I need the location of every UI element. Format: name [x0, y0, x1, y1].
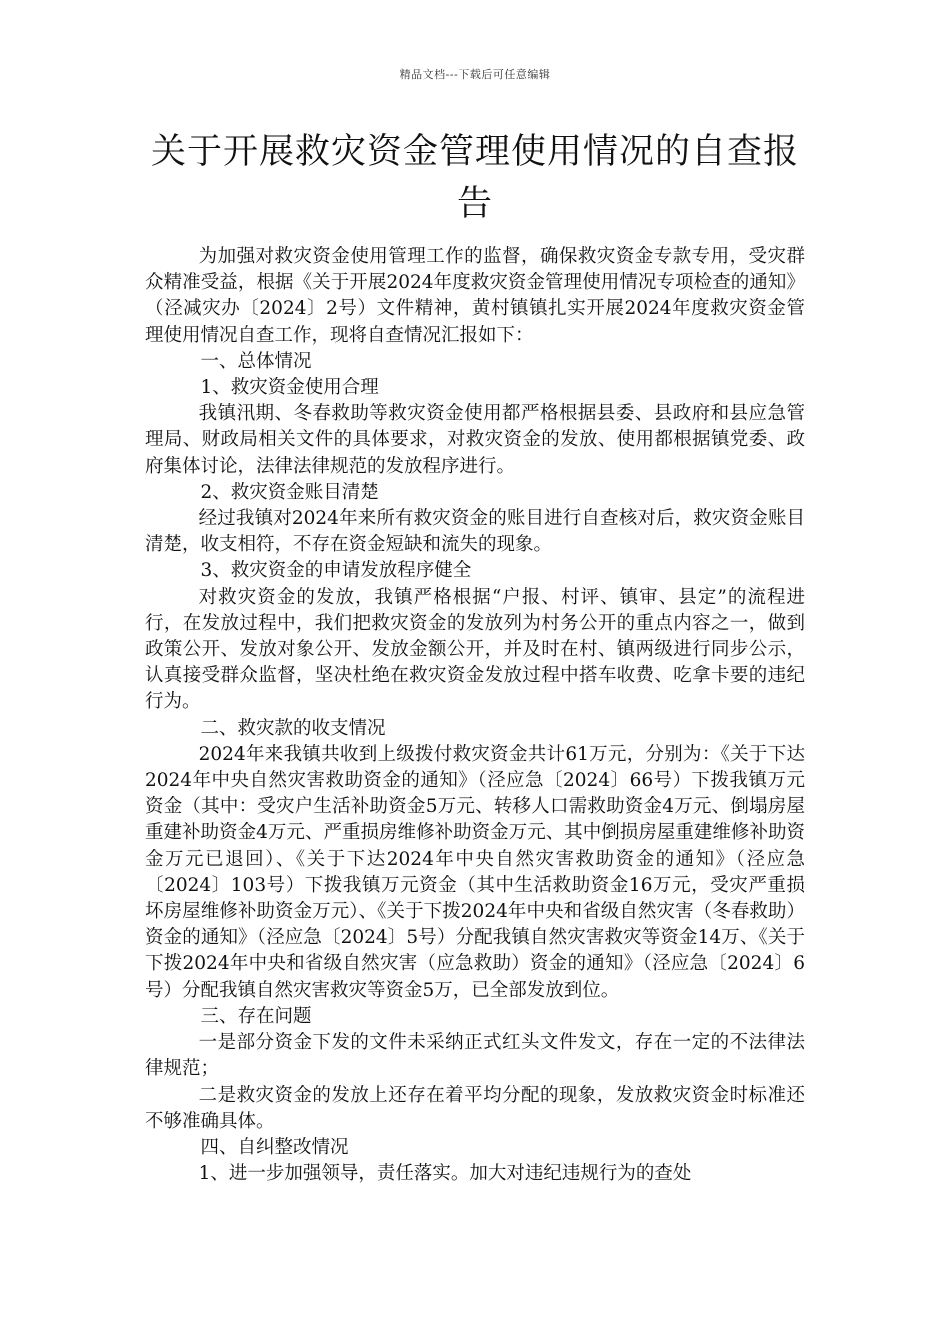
section-heading-income-expense: 二、救灾款的收支情况 — [200, 717, 386, 739]
paragraph-rectification-1: 1、进一步加强领导，责任落实。加大对违纪违规行为的查处 — [198, 1163, 692, 1185]
section-heading-overview: 一、总体情况 — [200, 350, 312, 372]
paragraph-procedure: 对救灾资金的发放，我镇严格根据“户报、村评、镇审、县定”的流程进行，在发放过程中，我们把救灾资金的发放列为村务公开的重点内容之一，做到政策公开、发放对象公开、发放金额公开，并及时在村、镇两级进行同步公示，认真接受群众监督，坚决杜绝在救灾资金发放过程中搭车收费、吃拿卡要的违纪行为。 — [145, 586, 805, 713]
document-title: 关于开展救灾资金管理使用情况的自查报告 — [150, 132, 799, 224]
paragraph-accounts: 经过我镇对2024年来所有救灾资金的账目进行自查核对后，救灾资金账目清楚，收支相符，不存在资金短缺和流失的现象。 — [145, 508, 805, 556]
section-heading-problems: 三、存在问题 — [200, 1005, 312, 1027]
subheading-procedure: 3、救灾资金的申请发放程序健全 — [200, 560, 472, 582]
paragraph-problem-1: 一是部分资金下发的文件未采纳正式红头文件发文，存在一定的不法律法律规范； — [145, 1032, 805, 1080]
section-heading-rectification: 四、自纠整改情况 — [200, 1136, 349, 1158]
subheading-fund-usage: 1、救灾资金使用合理 — [200, 377, 379, 399]
paragraph-intro: 为加强对救灾资金使用管理工作的监督，确保救灾资金专款专用，受灾群众精准受益，根据《关于开展2024年度救灾资金管理使用情况专项检查的通知》（泾减灾办〔2024〕2号）文件精神，黄村镇镇扎实开展2024年度救灾资金管理使用情况自查工作，现将自查情况汇报如下： — [145, 246, 805, 346]
paragraph-income-expense: 2024年来我镇共收到上级拨付救灾资金共计61万元，分别为：《关于下达2024年中央自然灾害救助资金的通知》（泾应急〔2024〕66号）下拨我镇万元资金（其中：受灾户生活补助资金5万元、转移人口需救助资金4万元、倒塌房屋重建补助资金4万元、严重损房维修补助资金万元、其中倒损房屋重建维修补助资金万元已退回）、《关于下达2024年中央自然灾害救助资金的通知》（泾应急〔2024〕103号）下拨我镇万元资金（其中生活救助资金16万元，受灾严重损坏房屋维修补助资金万元）、《关于下拨2024年中央和省级自然灾害（冬春救助）资金的通知》（泾应急〔2024〕5号）分配我镇自然灾害救灾等资金14万、《关于下拨2024年中央和省级自然灾害（应急救助）资金的通知》（泾应急〔2024〕6号）分配我镇自然灾害救灾等资金5万，已全部发放到位。 — [145, 743, 805, 1001]
paragraph-fund-usage: 我镇汛期、冬春救助等救灾资金使用都严格根据县委、县政府和县应急管理局、财政局相关文件的具体要求，对救灾资金的发放、使用都根据镇党委、政府集体讨论，法律法律规范的发放程序进行。 — [145, 403, 805, 477]
subheading-accounts: 2、救灾资金账目清楚 — [200, 481, 379, 503]
paragraph-problem-2: 二是救灾资金的发放上还存在着平均分配的现象，发放救灾资金时标准还不够准确具体。 — [145, 1084, 805, 1132]
document-header-note: 精品文档---下载后可任意编辑 — [399, 68, 551, 81]
document-body — [145, 244, 805, 1187]
